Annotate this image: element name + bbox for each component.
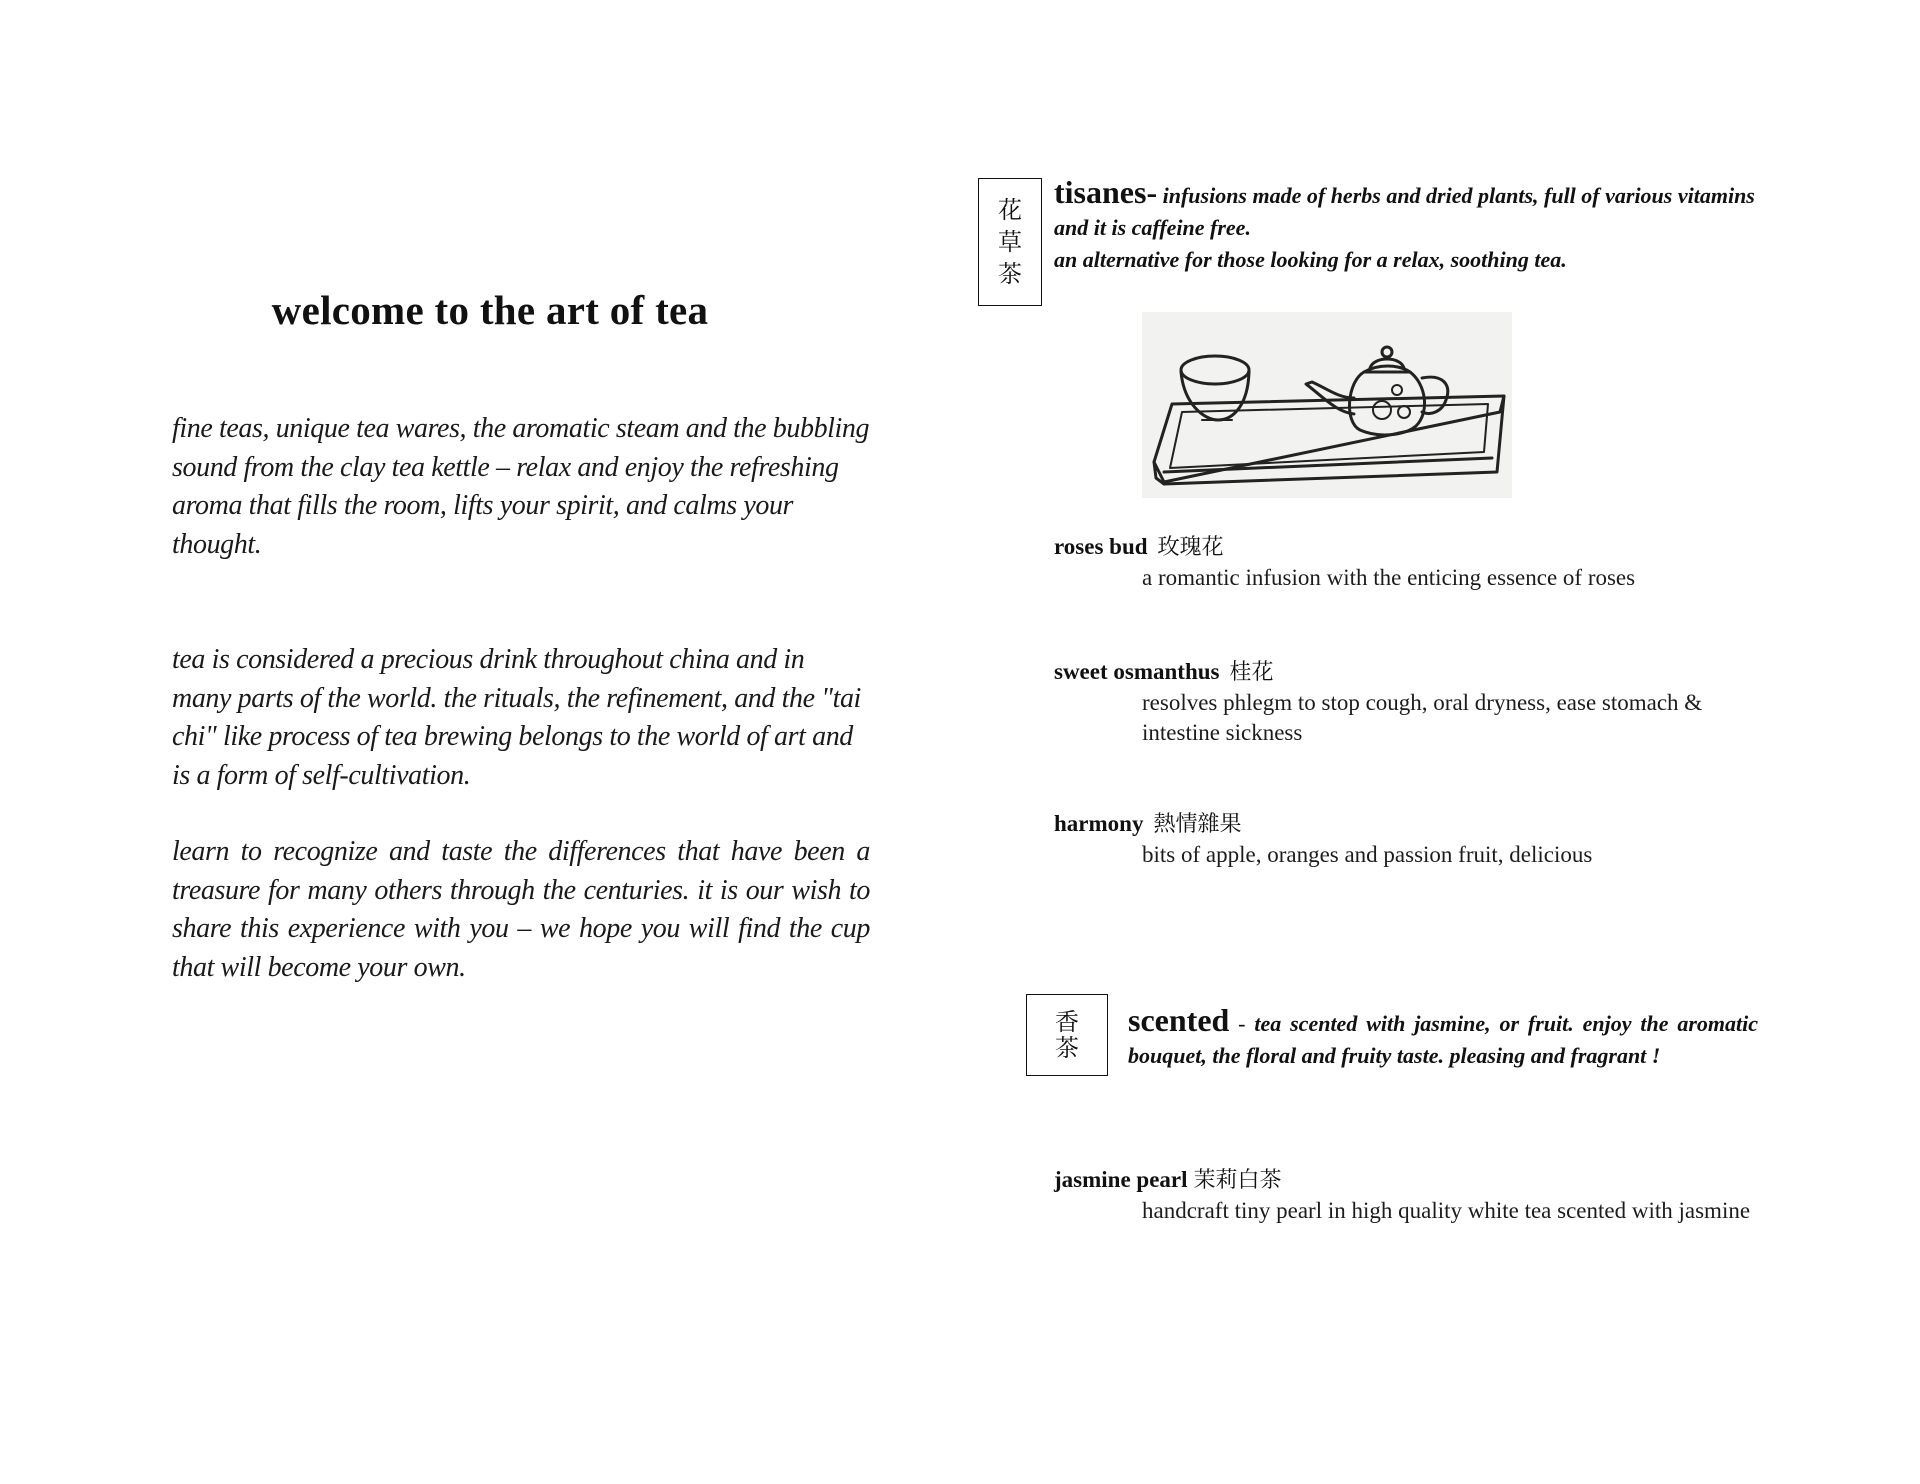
tea-item-name [1054,530,1224,561]
tea-name-english: roses bud [1054,534,1148,559]
seal-char: 花 [998,196,1022,224]
tea-name-chinese: 桂花 [1229,660,1274,685]
tea-item-description: handcraft tiny pearl in high quality white tea scented with jasmine [1142,1198,1751,1223]
tea-item-description: bits of apple, oranges and passion fruit, delicious [1142,842,1593,867]
tea-item-description: a romantic infusion with the enticing essence of roses [1142,565,1636,590]
tea-name-chinese: 玫瑰花 [1157,535,1224,560]
tea-name-english: jasmine pearl [1054,1167,1188,1192]
tea-name-chinese: 熱情雜果 [1153,812,1242,837]
tea-name-english: sweet osmanthus [1054,659,1220,684]
scented-header [1128,1004,1758,1072]
seal-char: 茶 [998,260,1022,288]
intro-paragraph-2: tea is considered a precious drink throughout china and in many parts of the world. the rituals, the refinement, and the "tai chi" like process of tea brewing belongs to the world of art and is a form of self-cultivation. [172,644,861,791]
tea-item-name [1054,807,1241,838]
tea-item-description: resolves phlegm to stop cough, oral dryness, ease stomach & intestine sickness [1142,690,1703,745]
section-title: tisanes- [1054,174,1158,210]
seal-char: 草 [998,228,1022,256]
scented-seal [1026,994,1108,1076]
section-title: scented [1128,1002,1230,1038]
page-title: welcome to the art of tea [271,287,709,333]
section-description-line2: an alternative for those looking for a relax, soothing tea. [1054,247,1567,272]
section-description: tea scented with jasmine, or fruit. enjoy the aromatic bouquet, the floral and fruity taste. pleasing and fragrant ! [1128,1011,1758,1068]
teapot-tray-illustration [1142,312,1512,498]
intro-paragraph-3: learn to recognize and taste the differences that have been a treasure for many others through the centuries. it is our wish to share this experience with you – we hope you will find the cup that will become your own. [172,836,870,983]
seal-char: 茶 [1055,1034,1079,1062]
seal-char: 香 [1055,1008,1079,1036]
tisanes-seal [978,178,1042,306]
tisanes-header [1054,176,1766,276]
tea-name-chinese: 茉莉白茶 [1193,1168,1282,1193]
intro-paragraph-1: fine teas, unique tea wares, the aromatic steam and the bubbling sound from the clay tea kettle – relax and enjoy the refreshing aroma that fills the room, lifts your spirit, and calms your thought. [172,413,870,560]
tea-item-name [1054,655,1274,686]
section-description: infusions made of herbs and dried plants, full of various vitamins and it is caffeine free. [1054,183,1755,240]
tea-name-english: harmony [1054,811,1144,836]
section-separator: - [1229,1011,1255,1036]
tea-item-name [1054,1163,1282,1194]
